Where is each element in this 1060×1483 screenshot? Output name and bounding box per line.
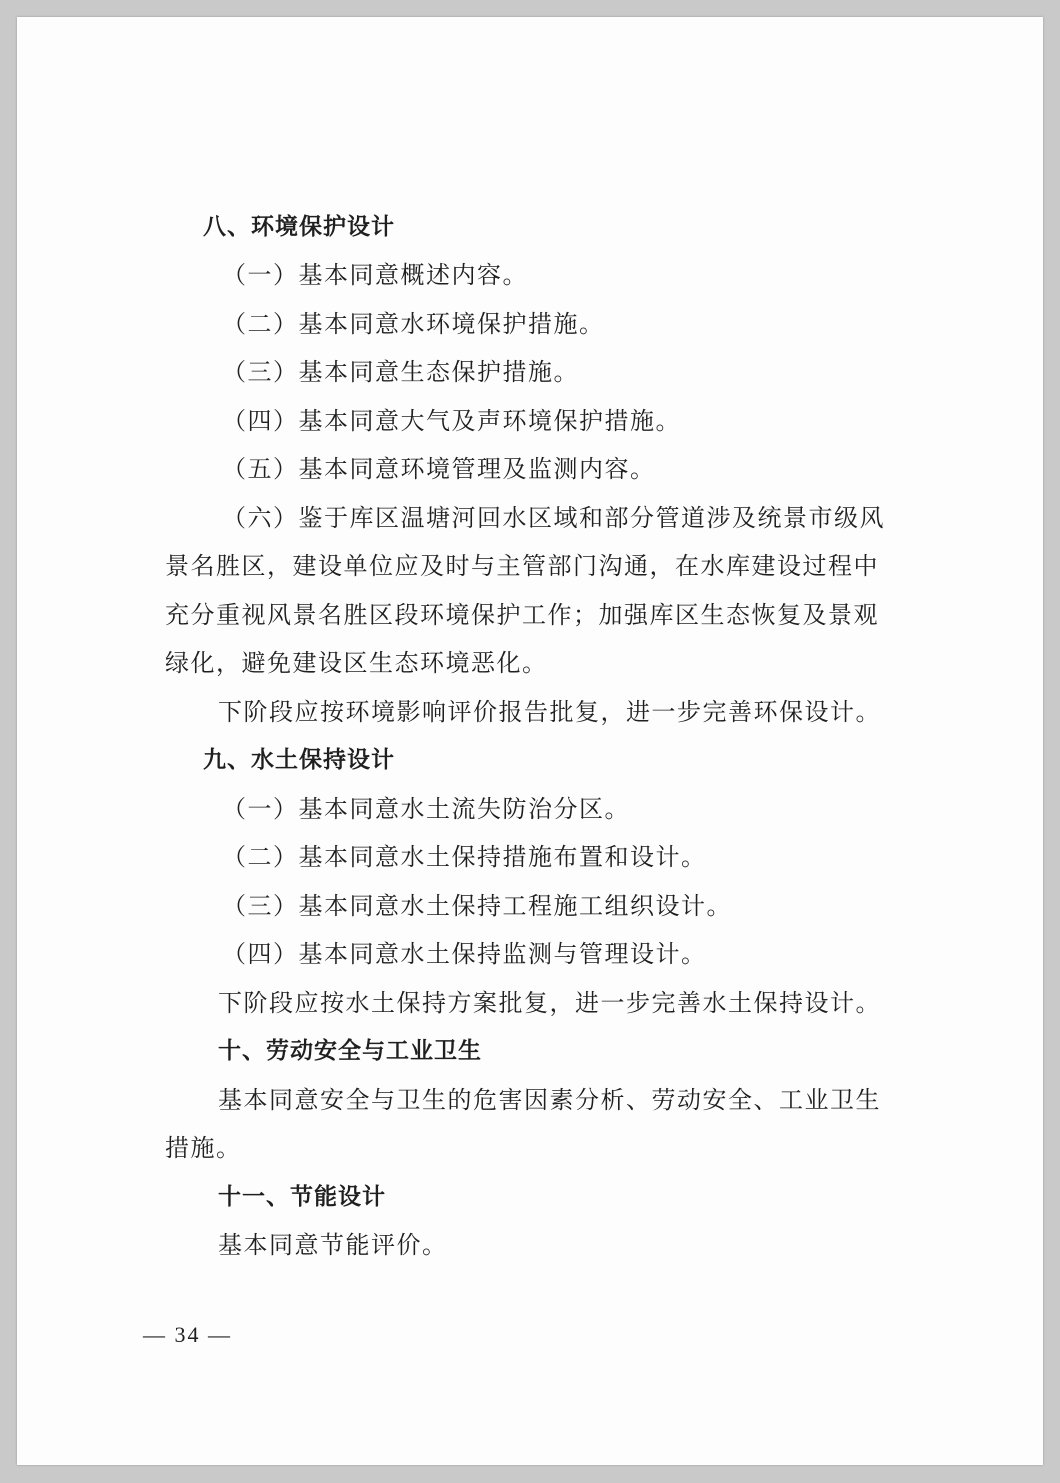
section-8-item-6-line-3: 充分重视风景名胜区段环境保护工作；加强库区生态恢复及景观 (165, 601, 879, 629)
section-11-body: 基本同意节能评价。 (218, 1231, 448, 1259)
section-8-item-6-line-1: （六）鉴于库区温塘河回水区域和部分管道涉及统景市级风 (222, 504, 885, 532)
section-9-note: 下阶段应按水土保持方案批复，进一步完善水土保持设计。 (218, 989, 881, 1017)
section-8-heading: 八、环境保护设计 (203, 214, 395, 240)
page-number: — 34 — (143, 1322, 232, 1347)
section-8-item-4: （四）基本同意大气及声环境保护措施。 (222, 407, 681, 435)
section-11-heading: 十一、节能设计 (218, 1184, 386, 1210)
document-page (17, 17, 1043, 1465)
section-10-body-line-1: 基本同意安全与卫生的危害因素分析、劳动安全、工业卫生 (218, 1086, 881, 1114)
section-8-item-2: （二）基本同意水环境保护措施。 (222, 310, 605, 338)
section-8-item-6-line-2: 景名胜区，建设单位应及时与主管部门沟通，在水库建设过程中 (165, 552, 879, 580)
section-8-item-1: （一）基本同意概述内容。 (222, 261, 528, 289)
section-9-heading: 九、水土保持设计 (203, 747, 395, 773)
section-10-heading: 十、劳动安全与工业卫生 (218, 1038, 482, 1064)
section-10-body-line-2: 措施。 (165, 1134, 242, 1162)
section-9-item-2: （二）基本同意水土保持措施布置和设计。 (222, 843, 707, 871)
section-8-item-6-line-4: 绿化，避免建设区生态环境恶化。 (165, 649, 548, 677)
section-8-note: 下阶段应按环境影响评价报告批复，进一步完善环保设计。 (218, 698, 881, 726)
section-9-item-4: （四）基本同意水土保持监测与管理设计。 (222, 940, 707, 968)
section-8-item-5: （五）基本同意环境管理及监测内容。 (222, 455, 656, 483)
section-9-item-1: （一）基本同意水土流失防治分区。 (222, 795, 630, 823)
section-8-item-3: （三）基本同意生态保护措施。 (222, 358, 579, 386)
section-9-item-3: （三）基本同意水土保持工程施工组织设计。 (222, 892, 732, 920)
